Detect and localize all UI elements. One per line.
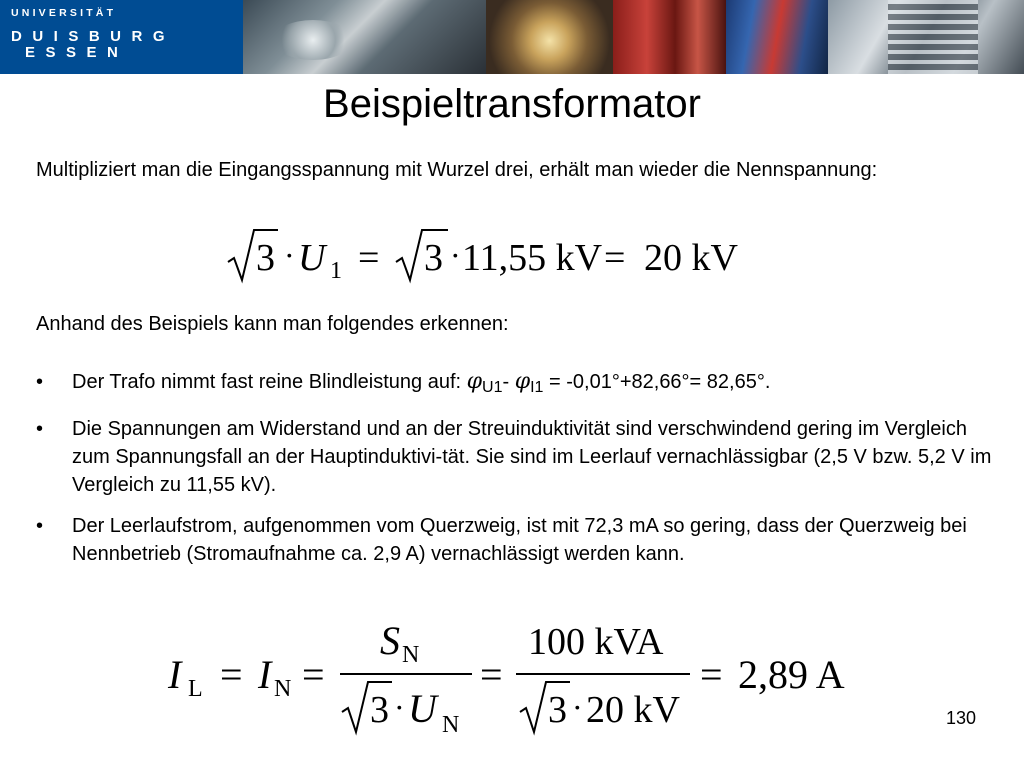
phi-symbol: φ <box>466 369 483 394</box>
formula1-eq-2: = <box>604 237 626 279</box>
formula2-lhs-sub: L <box>188 676 203 702</box>
bullet-dot: • <box>36 418 44 440</box>
slide-title: Beispieltransformator <box>323 82 701 126</box>
phi-symbol: φ <box>514 369 531 394</box>
formula2-num1: S <box>380 618 400 663</box>
formula2-den2-val: 20 kV <box>586 689 680 731</box>
formula-current <box>160 614 860 742</box>
logo-duisburg-text: DUISBURG <box>11 28 176 45</box>
formula2-den1-var: U <box>408 686 437 731</box>
page-number: 130 <box>945 708 976 728</box>
header-photo-2 <box>486 0 613 74</box>
formula2-mid-sub: N <box>274 676 292 702</box>
university-logo <box>0 0 243 74</box>
formula2-lhs: I <box>168 652 182 697</box>
header-photo-3 <box>613 0 726 74</box>
header-photo-1 <box>243 0 486 74</box>
formula2-result: 2,89 A <box>738 652 845 697</box>
list-item <box>36 415 996 499</box>
logo-essen-text: ESSEN <box>25 44 129 61</box>
formula2-eq-1: = <box>220 652 243 697</box>
formula2-den1-sub: N <box>442 712 460 738</box>
formula2-num2: 100 kVA <box>528 621 664 663</box>
formula1-root2: 3 <box>424 237 443 279</box>
list-item <box>36 512 996 568</box>
formula-voltage <box>226 222 766 286</box>
formula1-eq-1: = <box>358 237 380 279</box>
header-photo-4 <box>726 0 828 74</box>
formula1-dot-1: · <box>284 237 295 273</box>
header-photo-5 <box>828 0 1024 74</box>
formula2-eq-4: = <box>700 652 723 697</box>
list-item <box>36 368 996 402</box>
formula2-eq-3: = <box>480 652 503 697</box>
formula1-value: 11,55 kV <box>462 237 603 279</box>
formula2-eq-2: = <box>302 652 325 697</box>
logo-university-text: UNIVERSITÄT <box>11 7 117 19</box>
formula2-mid: I <box>258 652 272 697</box>
formula1-var: U <box>298 237 326 279</box>
formula1-result: 20 kV <box>644 237 738 279</box>
lead-text: Anhand des Beispiels kann man folgendes erkennen: <box>36 313 509 335</box>
bullet-dot: • <box>36 515 44 537</box>
header-banner <box>0 0 1024 74</box>
bullet-text-3: Der Leerlaufstrom, aufgenommen vom Querzweig, ist mit 72,3 mA so gering, dass der Querzweig bei Nennbetrieb (Stromaufnahme ca. 2,9 A) vernachlässigt werden kann. <box>72 515 967 565</box>
bullet-dot: • <box>36 371 44 393</box>
formula2-den2-root: 3 <box>548 689 567 731</box>
formula2-num1-sub: N <box>402 642 420 668</box>
formula2-dot-1: · <box>394 689 405 725</box>
formula2-dot-2: · <box>572 689 583 725</box>
bullet-text-1: Der Trafo nimmt fast reine Blindleistung auf: $\varphi_{U1}-$ $\varphi_{I1} = -0,01^\circ+82,66^\circ= 82,65^\circ$. <box>72 369 771 396</box>
bullet-text-2: Die Spannungen am Widerstand und an der Streuinduktivität sind verschwindend gering im Vergleich zum Spannungsfall an der Hauptinduktivi-tät. Sie sind im Leerlauf vernachlässigbar (2,5 V bzw. 5,2 V im Vergleich zu 11,55 kV). <box>72 418 992 496</box>
formula2-den1-root: 3 <box>370 689 389 731</box>
intro-text: Multipliziert man die Eingangsspannung mit Wurzel drei, erhält man wieder die Nennspannung: <box>36 159 878 181</box>
formula1-root1: 3 <box>256 237 275 279</box>
formula1-dot-2: · <box>450 237 461 273</box>
formula1-var-sub: 1 <box>330 258 342 284</box>
bullet-list <box>36 368 996 581</box>
